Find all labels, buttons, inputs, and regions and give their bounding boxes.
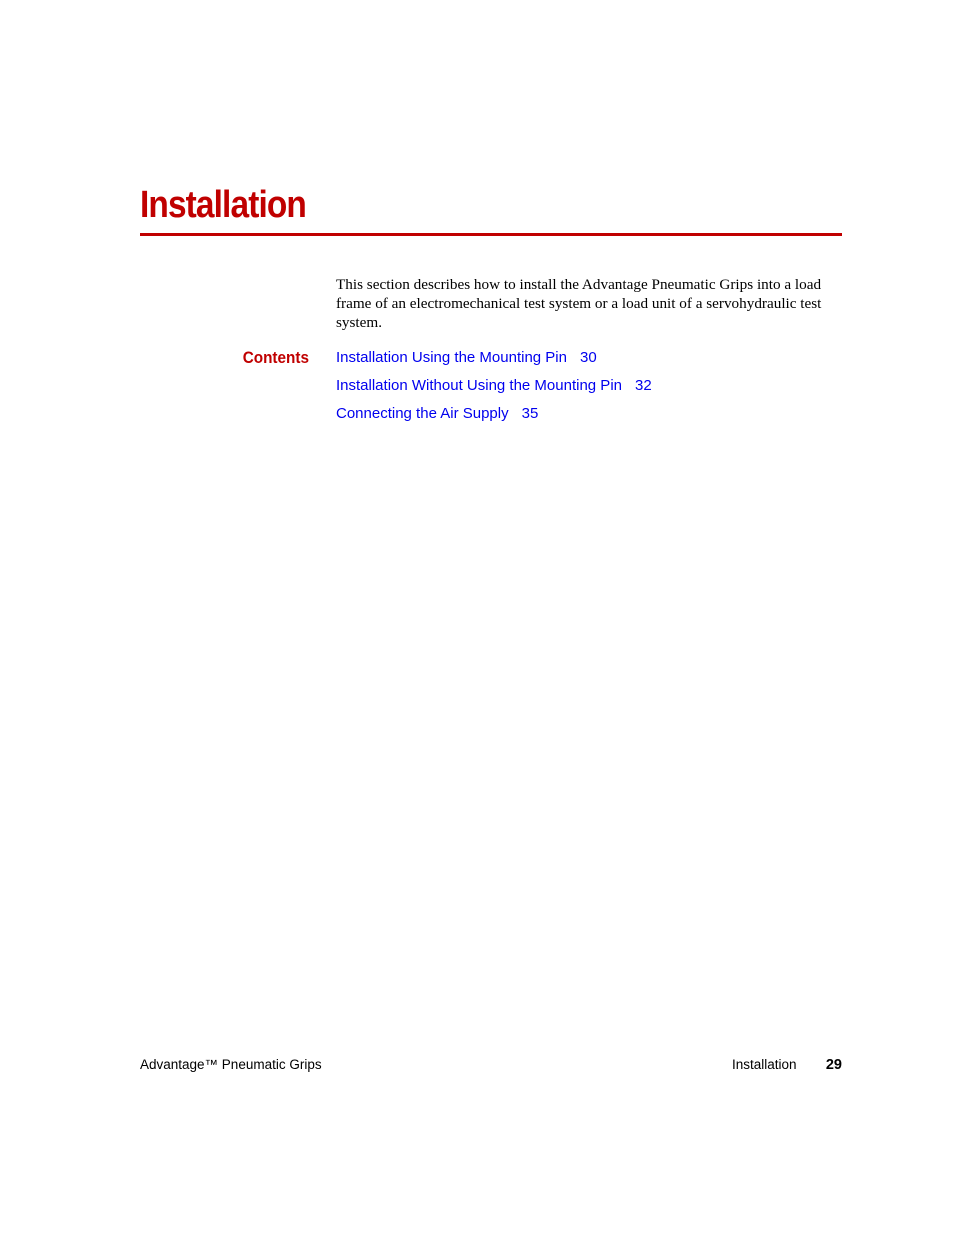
toc-link-installation-using-mounting-pin[interactable]	[336, 347, 652, 375]
page-title: Installation	[140, 184, 306, 226]
toc-link-installation-without-mounting-pin[interactable]	[336, 375, 652, 403]
title-divider	[140, 233, 842, 236]
contents-label: Contents	[242, 348, 309, 367]
footer-page-number: 29	[825, 1057, 842, 1073]
toc-link-connecting-air-supply[interactable]	[336, 403, 652, 431]
toc-item-page: 32	[635, 377, 652, 394]
toc-item-title: Installation Using the Mounting Pin	[336, 349, 567, 366]
toc-item-page: 30	[579, 349, 597, 366]
footer-section-name: Installation	[732, 1057, 797, 1072]
toc-item-page: 35	[521, 405, 539, 422]
toc-item-title: Installation Without Using the Mounting Pin	[336, 377, 622, 394]
toc-item-title: Connecting the Air Supply	[336, 405, 509, 422]
footer-product-name: Advantage™ Pneumatic Grips	[140, 1057, 322, 1072]
intro-paragraph: This section describes how to install the Advantage Pneumatic Grips into a load frame of an electromechanical test system or a load unit of a servohydraulic test system.	[336, 276, 822, 331]
contents-list	[336, 347, 652, 431]
